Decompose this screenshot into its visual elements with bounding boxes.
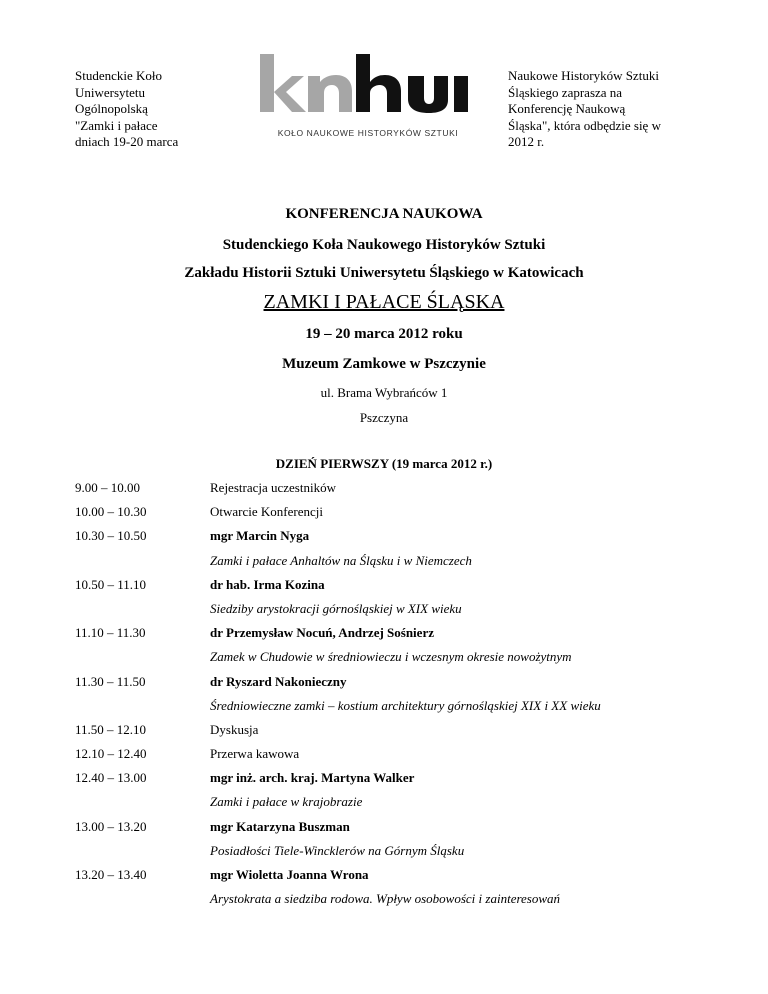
schedule-row bbox=[75, 722, 715, 746]
conference-heading: KONFERENCJA NAUKOWA bbox=[285, 206, 483, 222]
schedule-time: 12.10 – 12.40 bbox=[75, 746, 147, 762]
schedule-row bbox=[75, 528, 715, 552]
schedule-text: Rejestracja uczestników bbox=[210, 480, 336, 495]
venue-city: Pszczyna bbox=[359, 410, 409, 425]
speaker-name: dr hab. Irma Kozina bbox=[210, 576, 325, 592]
speaker-name: dr Ryszard Nakonieczny bbox=[210, 673, 347, 689]
schedule-time: 10.30 – 10.50 bbox=[75, 528, 147, 544]
schedule-row bbox=[75, 794, 715, 818]
speaker-name: mgr Wioletta Joanna Wrona bbox=[210, 867, 369, 882]
talk-title: Zamki i pałace w krajobrazie bbox=[210, 794, 363, 810]
knhs-logo-icon bbox=[248, 48, 488, 144]
day-one-heading: DZIEŃ PIERWSZY (19 marca 2012 r.) bbox=[275, 456, 493, 471]
talk-title: Arystokrata a siedziba rodowa. Wpływ osobowości i zainteresowań bbox=[210, 891, 561, 907]
speaker-name: mgr Marcin Nyga bbox=[210, 528, 310, 544]
schedule-row bbox=[75, 867, 715, 891]
conference-title: ZAMKI I PAŁACE ŚLĄSKA bbox=[263, 291, 505, 313]
conference-dates: 19 – 20 marca 2012 roku bbox=[305, 326, 463, 342]
schedule-text: Przerwa kawowa bbox=[210, 746, 300, 762]
conference-venue: Muzeum Zamkowe w Pszczynie bbox=[282, 356, 486, 372]
speaker-name: mgr Katarzyna Buszman bbox=[210, 818, 350, 834]
schedule-time: 11.50 – 12.10 bbox=[75, 721, 147, 737]
schedule-row bbox=[75, 819, 715, 843]
schedule-row bbox=[75, 770, 715, 794]
schedule-time: 13.20 – 13.40 bbox=[75, 867, 147, 882]
schedule-time: 10.50 – 11.10 bbox=[75, 576, 147, 592]
schedule-text: Dyskusja bbox=[210, 721, 259, 737]
knhs-logo bbox=[248, 48, 488, 144]
talk-title: Siedziby arystokracji górnośląskiej w XIX wieku bbox=[210, 600, 462, 616]
speaker-name: mgr inż. arch. kraj. Martyna Walker bbox=[210, 770, 415, 786]
schedule-time: 12.40 – 13.00 bbox=[75, 770, 147, 786]
schedule-row bbox=[75, 891, 715, 915]
header-left-text: Studenckie Koło Uniwersytetu Ogólnopolską "Zamki i pałace dniach 19-20 marca bbox=[75, 68, 179, 149]
schedule-time: 10.00 – 10.30 bbox=[75, 504, 147, 520]
schedule-row bbox=[75, 553, 715, 577]
schedule-row bbox=[75, 601, 715, 625]
schedule-row bbox=[75, 480, 715, 504]
organizer-line-2: Zakładu Historii Sztuki Uniwersytetu Śląskiego w Katowicach bbox=[184, 265, 584, 281]
talk-title: Średniowieczne zamki – kostium architektury górnośląskiej XIX i XX wieku bbox=[210, 697, 601, 713]
talk-title: Zamki i pałace Anhaltów na Śląsku i w Niemczech bbox=[210, 552, 472, 568]
schedule-table bbox=[75, 480, 715, 915]
schedule-row bbox=[75, 843, 715, 867]
schedule-row bbox=[75, 504, 715, 528]
speaker-name: dr Przemysław Nocuń, Andrzej Sośnierz bbox=[210, 625, 434, 641]
talk-title: Zamek w Chudowie w średniowieczu i wczesnym okresie nowożytnym bbox=[210, 649, 572, 665]
talk-title: Posiadłości Tiele-Wincklerów na Górnym Śląsku bbox=[210, 842, 465, 858]
schedule-row bbox=[75, 674, 715, 698]
schedule-time: 9.00 – 10.00 bbox=[75, 480, 140, 495]
schedule-time: 11.30 – 11.50 bbox=[75, 673, 146, 689]
logo-caption: KOŁO NAUKOWE HISTORYKÓW SZTUKI bbox=[277, 128, 459, 138]
venue-address: ul. Brama Wybrańców 1 bbox=[320, 385, 448, 400]
schedule-row bbox=[75, 577, 715, 601]
schedule-row bbox=[75, 698, 715, 722]
organizer-line-1: Studenckiego Koła Naukowego Historyków Sztuki bbox=[222, 237, 546, 253]
schedule-row bbox=[75, 625, 715, 649]
schedule-text: Otwarcie Konferencji bbox=[210, 504, 323, 520]
schedule-row bbox=[75, 746, 715, 770]
header-right-text: Naukowe Historyków Sztuki Śląskiego zaprasza na Konferencję Naukową Śląska", która odbędzie się w 2012 r. bbox=[508, 68, 661, 149]
schedule-time: 11.10 – 11.30 bbox=[75, 625, 146, 641]
schedule-row bbox=[75, 649, 715, 673]
schedule-time: 13.00 – 13.20 bbox=[75, 818, 147, 834]
